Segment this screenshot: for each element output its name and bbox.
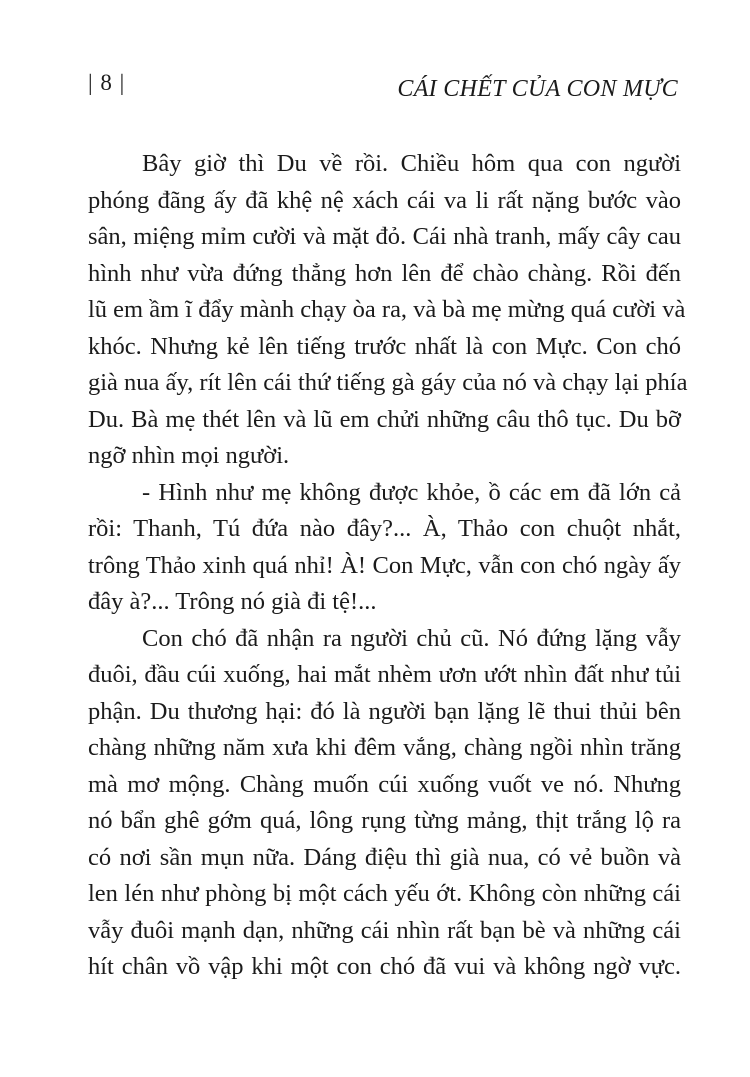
text-line: chàng những năm xưa khi đêm vắng, chàng ngồi nhìn trăng [88,734,681,761]
text-line: rồi: Thanh, Tú đứa nào đây?... À, Thảo con chuột nhắt, [88,515,681,542]
text-line: Bây giờ thì Du về rồi. Chiều hôm qua con người [142,150,681,177]
paragraph [88,475,681,621]
text-line: Con chó đã nhận ra người chủ cũ. Nó đứng lặng vẫy [142,624,681,652]
text-line: phận. Du thương hại: đó là người bạn lặng lẽ thui thủi bên [88,697,681,725]
body-text [88,146,688,986]
text-line: hít chân vồ vập khi một con chó đã vui và không ngờ vực. [88,953,681,980]
text-line: lũ em ầm ĩ đẩy mành chạy òa ra, và bà mẹ mừng quá cười và [88,296,686,323]
paragraph [88,621,681,986]
text-line: khóc. Nhưng kẻ lên tiếng trước nhất là con Mực. Con chó [88,332,681,360]
text-line: hình như vừa đứng thẳng hơn lên để chào chàng. Rồi đến [88,259,681,287]
text-line: mà mơ mộng. Chàng muốn cúi xuống vuốt ve nó. Nhưng [88,770,681,798]
text-line: có nơi sần mụn nữa. Dáng điệu thì già nua, có vẻ buồn và [88,843,681,871]
text-line: - Hình như mẹ không được khỏe, ồ các em đã lớn cả [142,478,681,506]
paragraph [88,146,688,475]
running-title: CÁI CHẾT CỦA CON MỰC [397,76,678,102]
text-line: già nua ấy, rít lên cái thứ tiếng gà gáy của nó và chạy lại phía [88,369,688,396]
page-number: | 8 | [88,70,126,95]
text-line: Du. Bà mẹ thét lên và lũ em chửi những câu thô tục. Du bỡ [88,405,681,433]
text-line: đây à?... Trông nó già đi tệ!... [88,588,377,615]
text-line: len lén như phòng bị một cách yếu ớt. Không còn những cái [88,880,681,907]
text-line: ngỡ nhìn mọi người. [88,442,290,469]
text-line: phóng đãng ấy đã khệ nệ xách cái va li rất nặng bước vào [88,186,681,214]
text-line: vẫy đuôi mạnh dạn, những cái nhìn rất bạn bè và những cái [88,916,681,944]
text-line: trông Thảo xinh quá nhỉ! À! Con Mực, vẫn con chó ngày ấy [88,551,681,579]
text-line: sân, miệng mỉm cười và mặt đỏ. Cái nhà tranh, mấy cây cau [88,223,681,250]
text-line: nó bẩn ghê gớm quá, lông rụng từng mảng, thịt trắng lộ ra [88,807,681,834]
text-line: đuôi, đầu cúi xuống, hai mắt nhèm ươn ướt nhìn đất như tủi [88,661,681,688]
